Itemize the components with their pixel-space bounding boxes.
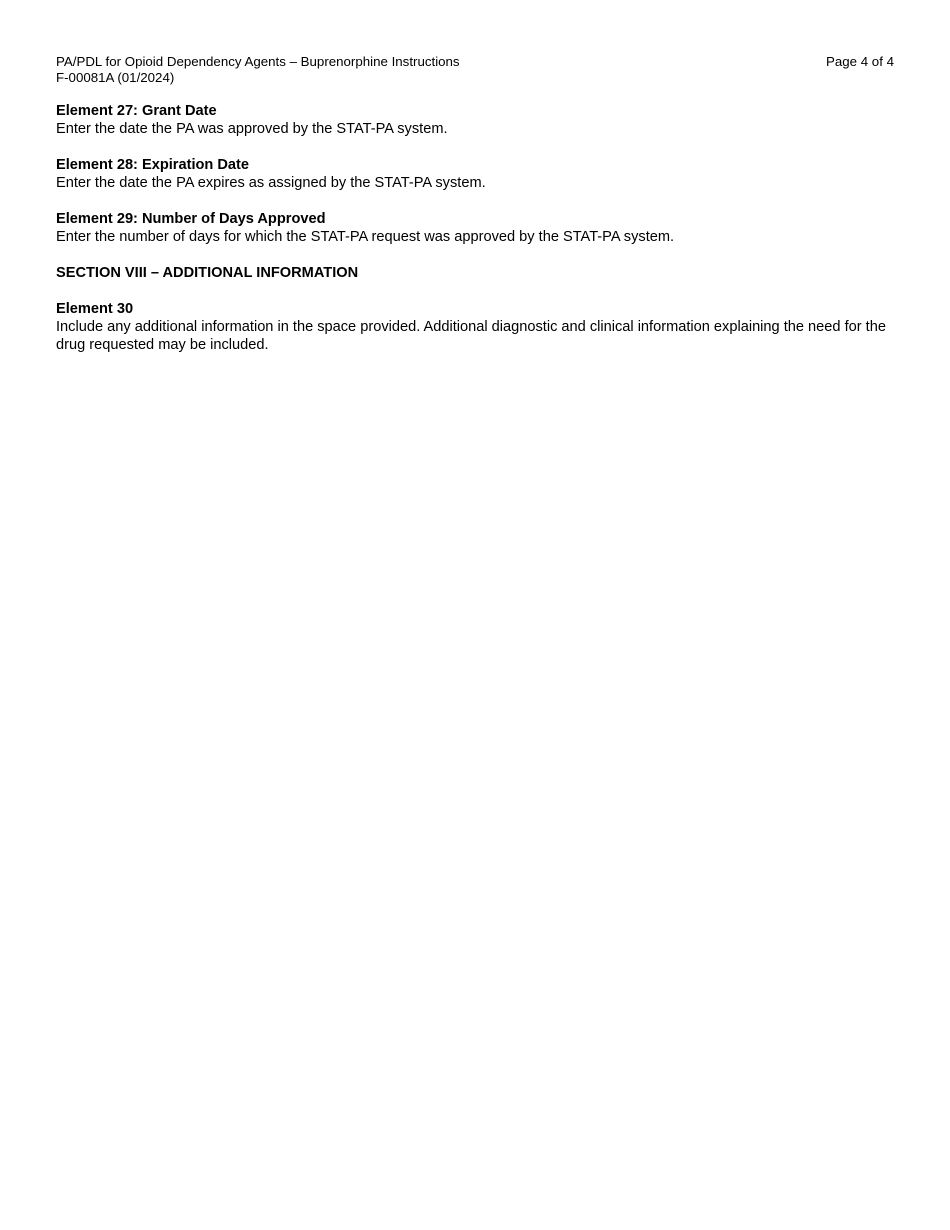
page-number: Page 4 of 4 (825, 54, 894, 69)
element-29-heading: Element 29: Number of Days Approved (56, 211, 326, 227)
element-27-heading: Element 27: Grant Date (56, 103, 217, 119)
element-30-text: Include any additional information in the space provided. Additional diagnostic and clinical information explaining the need for the drug requested may be included. (56, 319, 886, 353)
page-header (56, 54, 894, 86)
element-27-block (56, 102, 894, 138)
document-title: PA/PDL for Opioid Dependency Agents – Buprenorphine Instructions (56, 54, 460, 69)
element-28-heading: Element 28: Expiration Date (56, 157, 250, 173)
element-28-block (56, 156, 894, 192)
section-viii-heading: SECTION VIII – ADDITIONAL INFORMATION (56, 265, 359, 281)
element-28-text: Enter the date the PA expires as assigned by the STAT-PA system. (56, 175, 486, 191)
element-30-block (56, 300, 894, 354)
element-30-heading: Element 30 (56, 301, 134, 317)
header-left (56, 54, 894, 86)
element-29-block (56, 210, 894, 246)
form-number: F-00081A (01/2024) (56, 70, 175, 85)
element-29-text: Enter the number of days for which the STAT-PA request was approved by the STAT-PA system. (56, 229, 675, 245)
element-27-text: Enter the date the PA was approved by the STAT-PA system. (56, 121, 448, 137)
document-page (56, 54, 894, 354)
